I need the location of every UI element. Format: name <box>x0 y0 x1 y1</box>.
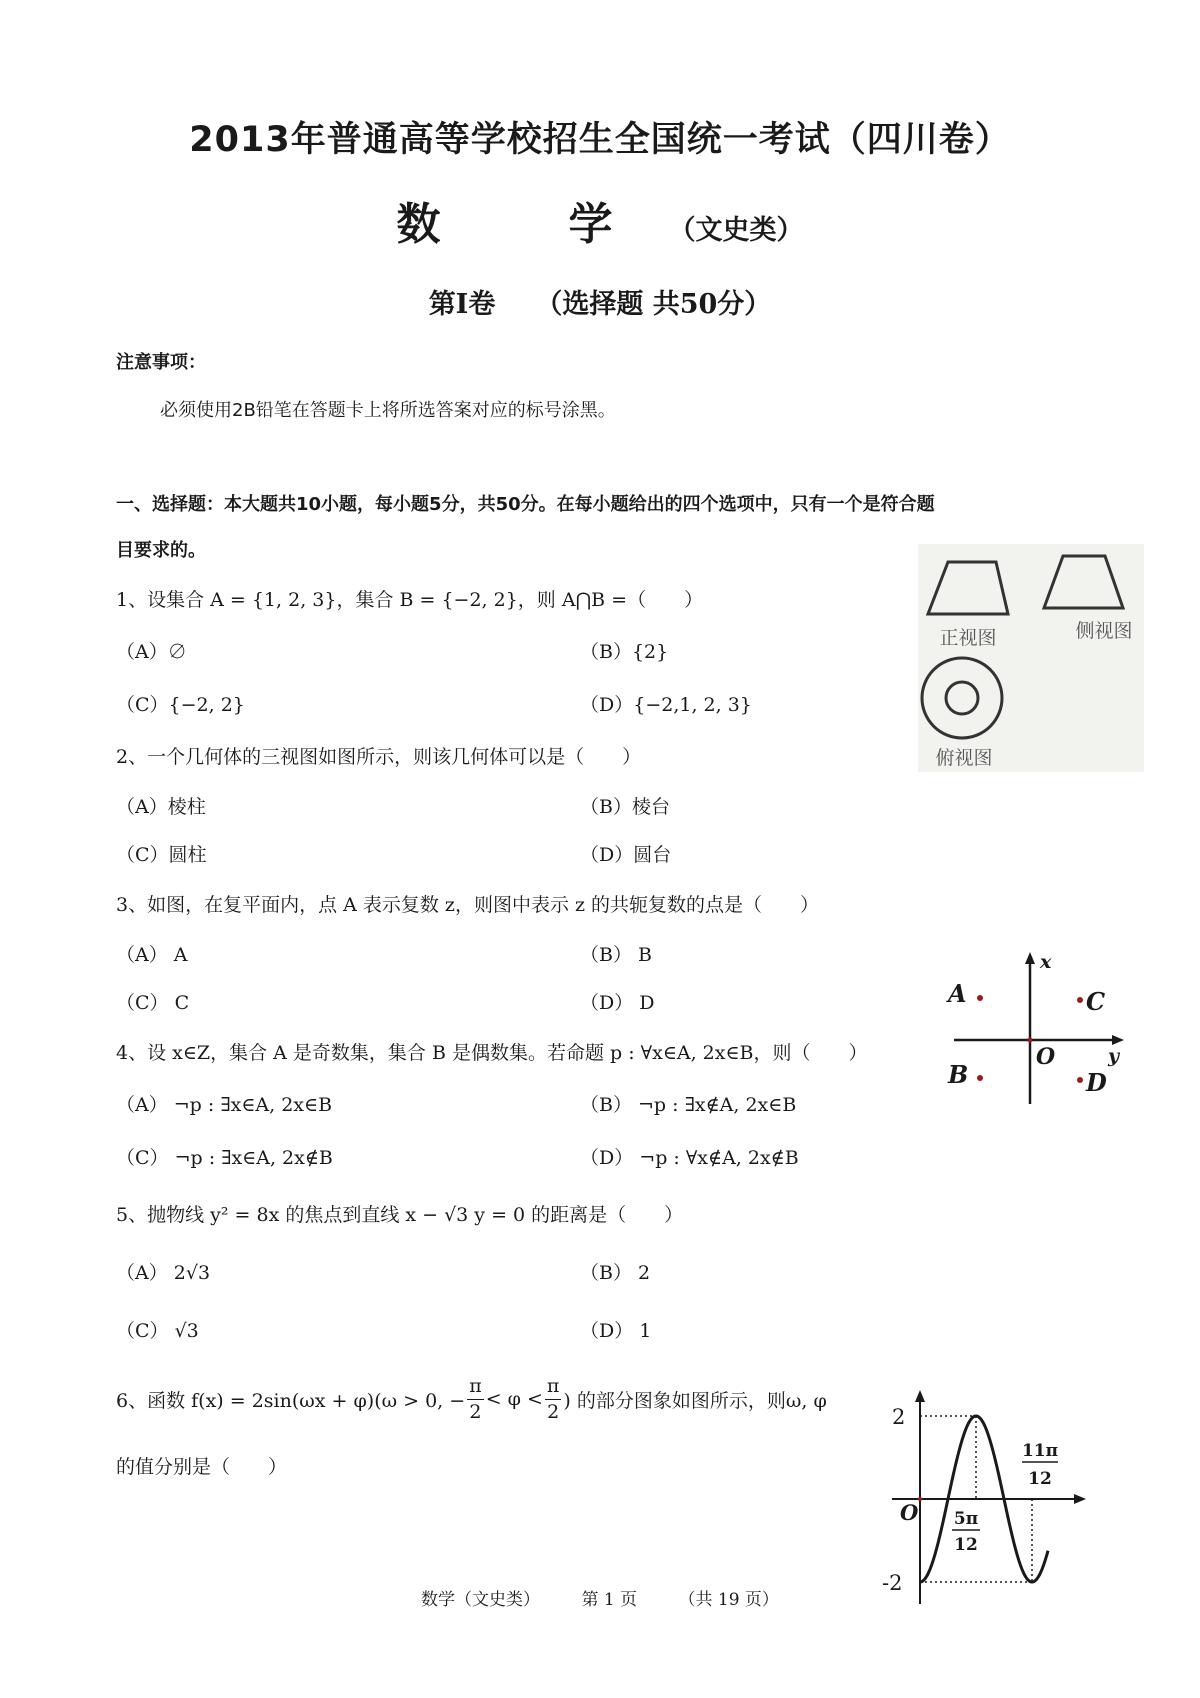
origin-dot <box>918 1497 922 1501</box>
question-3-option-b: （B） B <box>580 944 652 966</box>
question-4-option-a: （A） ¬p : ∃x∈A, 2x∈B <box>116 1094 333 1116</box>
tick-11pi-12-numerator: 11π <box>1021 1441 1059 1461</box>
subject-note: （文史类） <box>668 215 804 246</box>
question-5-option-a: （A） 2√3 <box>116 1262 211 1284</box>
fraction-numerator: π <box>545 1374 562 1400</box>
y-max-label: 2 <box>892 1405 906 1429</box>
question-5-option-b: （B） 2 <box>580 1262 651 1284</box>
volume-note: （选择题 共50分） <box>535 289 772 320</box>
question-4-option-d: （D） ¬p : ∀x∉A, 2x∉B <box>580 1147 799 1169</box>
question-5-stem: 5、抛物线 y² = 8x 的焦点到直线 x − √3 y = 0 的距离是（ ） <box>116 1204 684 1226</box>
three-views-figure <box>918 544 1144 772</box>
question-6-stem-line2: 的值分别是（ ） <box>116 1456 288 1478</box>
fraction-denominator: 2 <box>547 1400 560 1423</box>
question-1-option-c: （C）{−2, 2} <box>116 694 245 716</box>
point-b-label: B <box>948 1060 969 1089</box>
question-2-option-b: （B）棱台 <box>580 796 670 818</box>
y-min-label: -2 <box>882 1571 903 1595</box>
subject-heading <box>0 188 1200 252</box>
question-6-fraction-1 <box>467 1374 484 1424</box>
y-axis-label: y <box>1108 1045 1120 1067</box>
volume-label: 第Ⅰ卷 <box>428 289 496 320</box>
origin-label: O <box>900 1500 919 1525</box>
front-view-trapezoid <box>928 562 1008 614</box>
footer-page: 第 1 页 <box>581 1590 638 1610</box>
question-5-option-c: （C） √3 <box>116 1320 199 1342</box>
question-2-option-c: （C）圆柱 <box>116 844 207 866</box>
top-view-inner-circle <box>946 682 978 714</box>
question-6-stem <box>116 1374 827 1424</box>
page-footer <box>0 1585 1200 1610</box>
question-5-option-d: （D） 1 <box>580 1320 652 1342</box>
sine-graph-drawing <box>880 1386 1090 1608</box>
question-2-option-d: （D）圆台 <box>580 844 672 866</box>
fraction-numerator: π <box>467 1374 484 1400</box>
tick-11pi-12-denominator: 12 <box>1028 1469 1052 1489</box>
point-b-dot <box>977 1075 983 1081</box>
point-a-label: A <box>948 979 967 1008</box>
question-2-option-a: （A）棱柱 <box>116 796 206 818</box>
origin-dot <box>1028 1038 1033 1043</box>
question-1-option-a: （A）∅ <box>116 641 187 663</box>
question-1-stem: 1、设集合 A = {1, 2, 3}，集合 B = {−2, 2}，则 A⋂B =（ ） <box>116 589 704 611</box>
tick-5pi-12-numerator: 5π <box>953 1509 979 1529</box>
question-6-stem-suffix: ) 的部分图象如图所示，则ω, φ <box>563 1389 827 1412</box>
top-view-label: 俯视图 <box>935 747 993 769</box>
point-d-label: D <box>1086 1068 1107 1097</box>
top-view-outer-circle <box>922 658 1002 738</box>
tick-5pi-12-denominator: 12 <box>954 1535 978 1555</box>
question-3-option-c: （C） C <box>116 992 190 1014</box>
point-a-dot <box>977 995 983 1001</box>
front-view-label: 正视图 <box>939 627 997 649</box>
point-d-dot <box>1077 1077 1083 1083</box>
question-3-option-a: （A） A <box>116 944 188 966</box>
notice-label: 注意事项： <box>116 352 206 373</box>
question-1-option-b: （B）{2} <box>580 641 669 663</box>
origin-label: O <box>1036 1044 1056 1070</box>
footer-subject: 数学（文史类） <box>421 1590 541 1610</box>
three-views-drawing <box>918 544 1144 772</box>
question-4-option-c: （C） ¬p : ∃x∈A, 2x∉B <box>116 1147 333 1169</box>
subject-name: 数 学 <box>396 199 655 250</box>
question-1-option-d: （D）{−2,1, 2, 3} <box>580 694 752 716</box>
notice-text: 必须使用2B铅笔在答题卡上将所选答案对应的标号涂黑。 <box>160 400 616 421</box>
question-3-option-d: （D） D <box>580 992 655 1014</box>
side-view-trapezoid <box>1044 556 1123 608</box>
question-4-option-b: （B） ¬p : ∃x∉A, 2x∈B <box>580 1094 797 1116</box>
question-6-fraction-2 <box>545 1374 562 1424</box>
footer-total: （共 19 页） <box>678 1590 779 1610</box>
complex-plane-drawing <box>944 950 1134 1110</box>
question-3-stem: 3、如图，在复平面内，点 A 表示复数 z，则图中表示 z 的共轭复数的点是（ ） <box>116 894 820 916</box>
sine-graph-figure <box>880 1386 1090 1608</box>
complex-plane-figure <box>944 950 1134 1110</box>
exam-title: 2013年普通高等学校招生全国统一考试（四川卷） <box>189 120 1011 160</box>
point-c-label: C <box>1086 987 1106 1016</box>
section-heading-line1: 一、选择题：本大题共10小题，每小题5分，共50分。在每小题给出的四个选项中，只有一个是符合题 <box>116 494 935 515</box>
x-axis-arrow <box>1025 952 1035 964</box>
horizontal-axis-arrow <box>1074 1494 1086 1504</box>
fraction-denominator: 2 <box>469 1400 482 1423</box>
question-6-stem-mid: < φ < <box>485 1388 543 1411</box>
x-axis-label: x <box>1040 951 1052 973</box>
section-heading-line2: 目要求的。 <box>116 540 206 561</box>
question-2-stem: 2、一个几何体的三视图如图所示，则该几何体可以是（ ） <box>116 746 642 768</box>
side-view-label: 侧视图 <box>1075 620 1133 642</box>
volume-heading <box>0 282 1200 321</box>
point-c-dot <box>1077 997 1083 1003</box>
question-4-stem: 4、设 x∈Z，集合 A 是奇数集，集合 B 是偶数集。若命题 p : ∀x∈A, 2x∈B，则（ ） <box>116 1042 868 1064</box>
vertical-axis-arrow <box>915 1390 925 1402</box>
question-6-stem-prefix: 6、函数 f(x) = 2sin(ωx + φ)(ω > 0, − <box>116 1389 466 1412</box>
y-axis-arrow <box>1112 1035 1124 1045</box>
